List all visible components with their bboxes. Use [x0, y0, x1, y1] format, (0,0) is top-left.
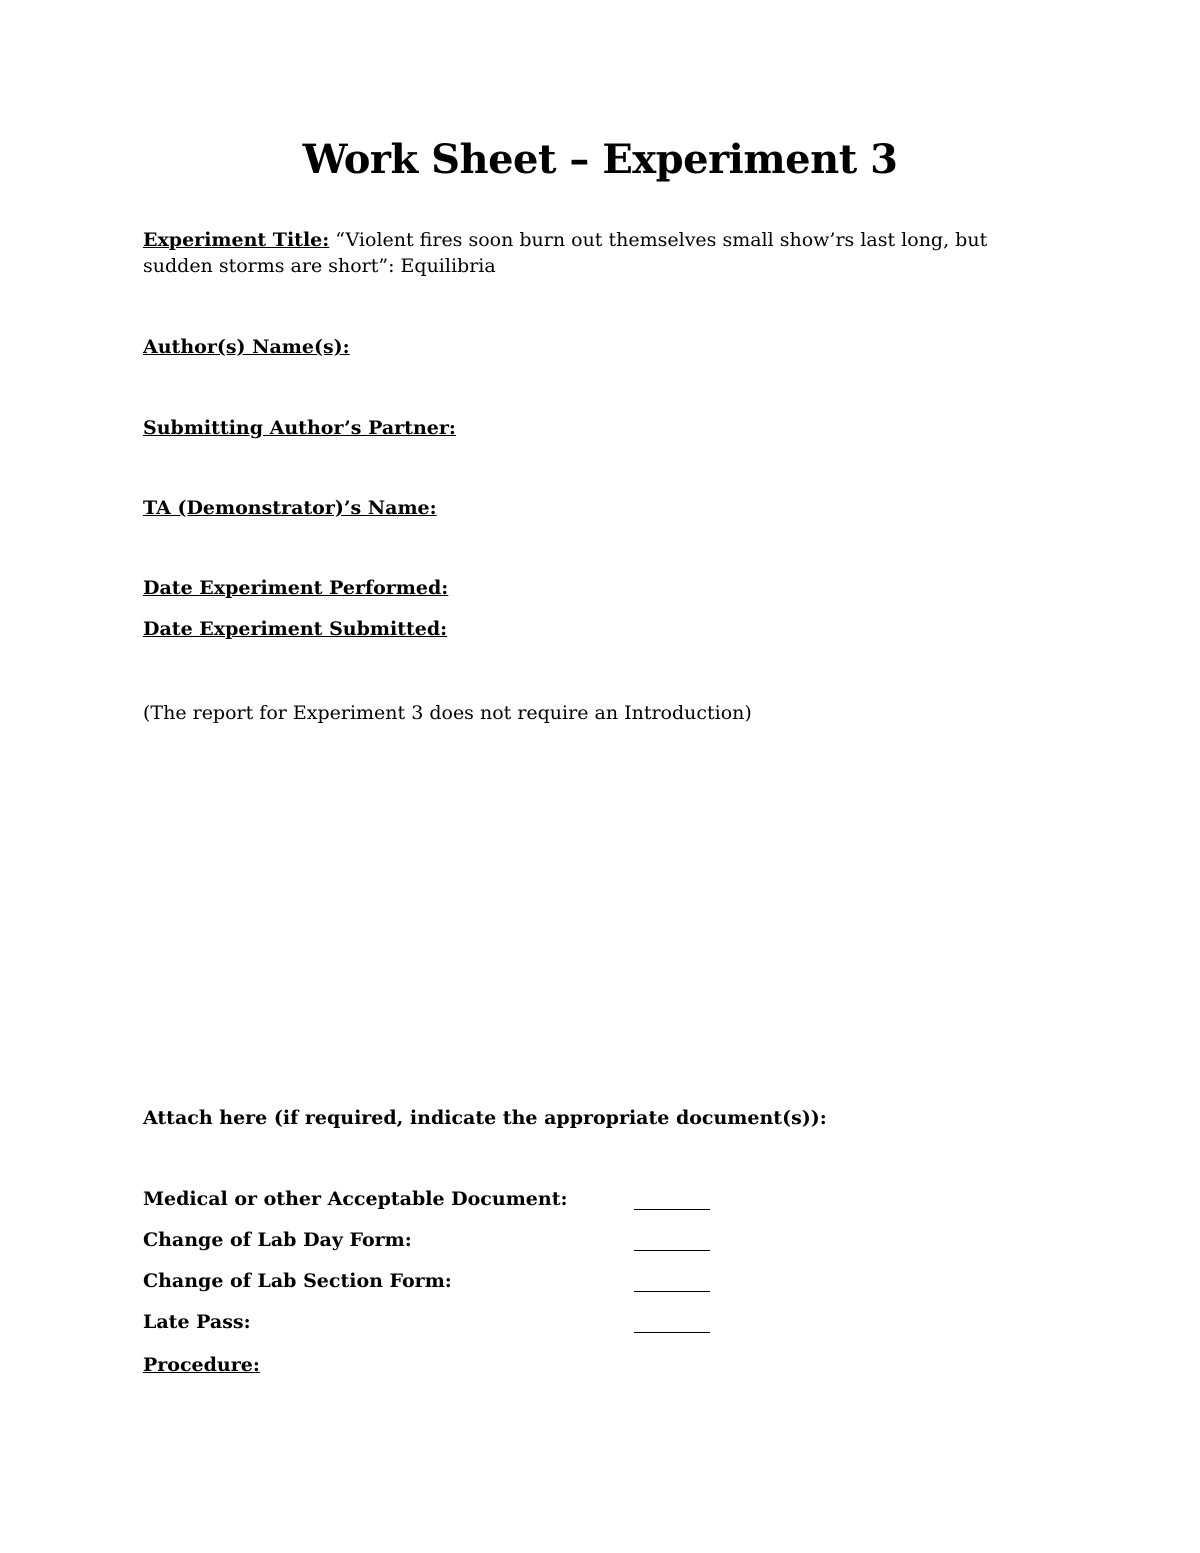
attach-heading [143, 1105, 827, 1131]
ta-field [143, 495, 437, 521]
experiment-title-value: “Violent fires soon burn out themselves small show’rs last long, but sudden storms are short”: Equilibria [143, 229, 988, 277]
attach-item-lab-day: Change of Lab Day Form: [143, 1229, 412, 1251]
partner-field [143, 415, 456, 441]
experiment-title-label: Experiment Title: [143, 229, 330, 251]
experiment-title-field [143, 227, 1023, 279]
attach-blank-lab-day[interactable] [634, 1250, 710, 1251]
date-performed-field [143, 575, 448, 601]
attach-item-medical: Medical or other Acceptable Document: [143, 1188, 568, 1210]
attach-item-late-pass: Late Pass: [143, 1311, 251, 1333]
procedure-label: Procedure: [143, 1354, 260, 1376]
attach-heading-text: Attach here (if required, indicate the appropriate document(s)): [143, 1107, 827, 1129]
date-submitted-field [143, 616, 447, 642]
attach-blank-medical[interactable] [634, 1209, 710, 1210]
date-submitted-label: Date Experiment Submitted: [143, 618, 448, 640]
attach-blank-lab-section[interactable] [634, 1291, 710, 1292]
date-performed-label: Date Experiment Performed: [143, 577, 449, 599]
procedure-field [143, 1352, 260, 1378]
partner-label: Submitting Author’s Partner: [143, 417, 456, 439]
authors-label: Author(s) Name(s): [143, 336, 350, 358]
ta-label: TA (Demonstrator)’s Name: [143, 497, 437, 519]
introduction-note: (The report for Experiment 3 does not require an Introduction) [143, 702, 752, 724]
page-title: Work Sheet – Experiment 3 [302, 136, 898, 183]
authors-field [143, 334, 350, 360]
attach-item-lab-section: Change of Lab Section Form: [143, 1270, 452, 1292]
attach-blank-late-pass[interactable] [634, 1332, 710, 1333]
